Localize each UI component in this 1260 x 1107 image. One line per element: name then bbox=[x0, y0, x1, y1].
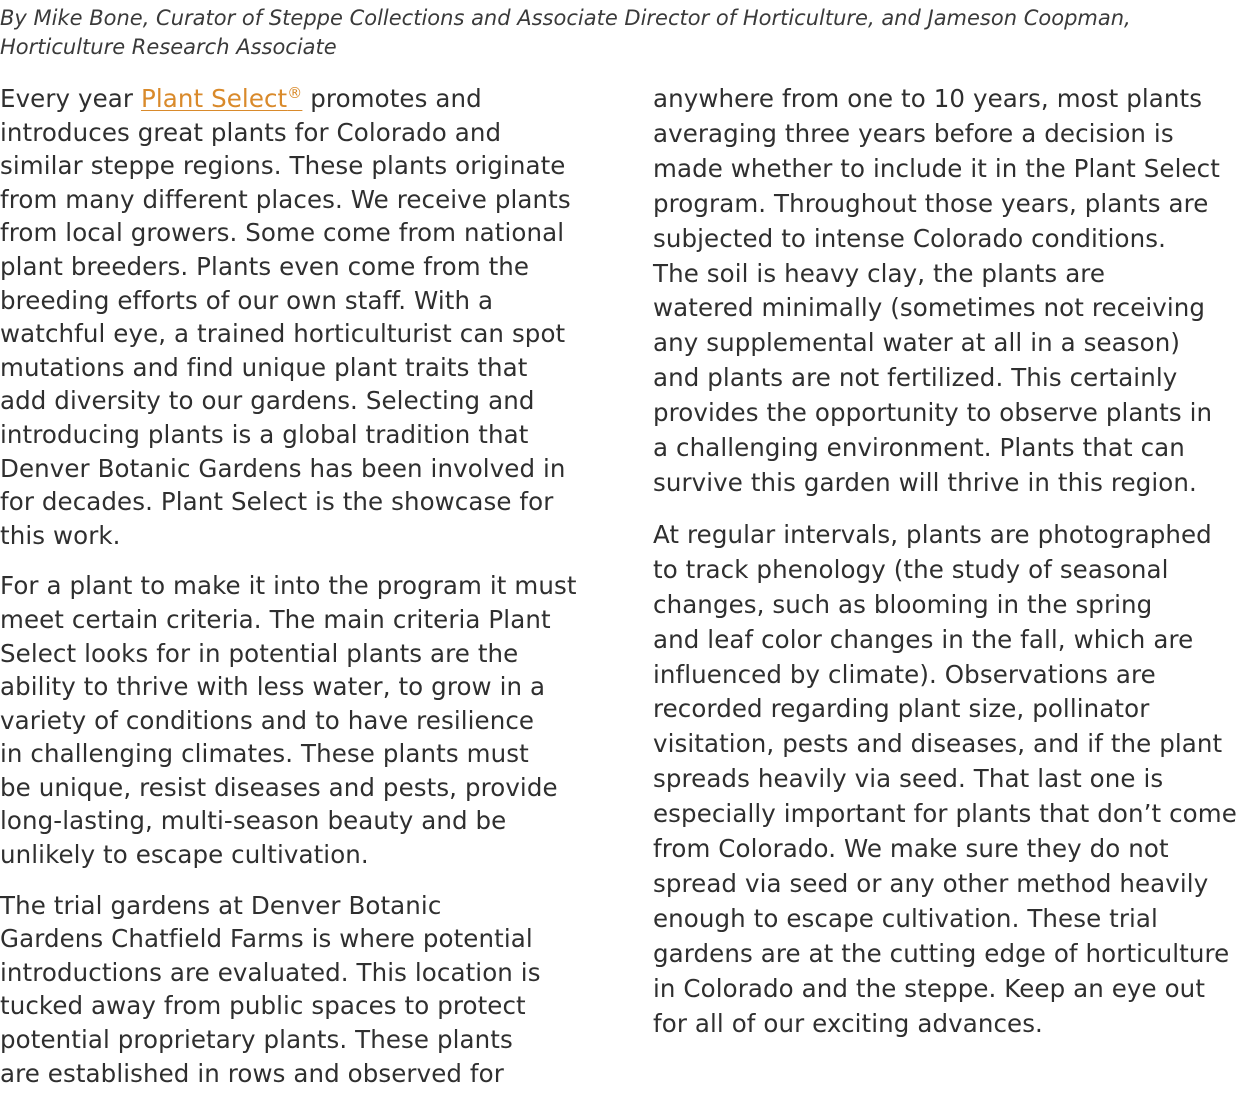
paragraph-intro-prefix: Every year bbox=[0, 84, 141, 113]
plant-select-link[interactable] bbox=[141, 84, 302, 113]
paragraph-intro bbox=[0, 82, 605, 552]
registered-mark: ® bbox=[287, 83, 303, 102]
paragraph-evaluation: anywhere from one to 10 years, most plants averaging three years before a decision is made whether to include it in the Plant Select program. Throughout those years, plants are subjected to intense Colorado conditions. The soil is heavy clay, the plants are watered minimally (sometimes not receiving any supplemental water at all in a season) and plants are not fertilized. This certainly provides the opportunity to observe plants in a challenging environment. Plants that can survive this garden will thrive in this region. bbox=[653, 84, 1220, 497]
article-column-right bbox=[653, 82, 1260, 1058]
article-byline: By Mike Bone, Curator of Steppe Collections and Associate Director of Horticulture, and Jameson Coopman, Horticulture Research Associate bbox=[0, 6, 1131, 59]
paragraph-observations: At regular intervals, plants are photographed to track phenology (the study of seasonal changes, such as blooming in the spring and leaf color changes in the fall, which are influenced by climate). Observations are recorded regarding plant size, pollinator visitation, pests and diseases, and if the plant spreads heavily via seed. That last one is especially important for plants that don’t come from Colorado. We make sure they do not spread via seed or any other method heavily enough to escape cultivation. These trial gardens are at the cutting edge of horticulture in Colorado and the steppe. Keep an eye out for all of our exciting advances. bbox=[653, 519, 1237, 1038]
plant-select-link-text: Plant Select bbox=[140, 84, 288, 113]
article-column-left bbox=[0, 82, 605, 1107]
paragraph-criteria: For a plant to make it into the program it must meet certain criteria. The main criteria Plant Select looks for in potential plants are the ability to thrive with less water, to grow in a variety of conditions and to have resilience in challenging climates. These plants must be unique, resist diseases and pests, provide long-lasting, multi-season beauty and be unlikely to escape cultivation. bbox=[0, 571, 577, 870]
paragraph-intro-rest: promotes and introduces great plants for Colorado and similar steppe regions. These plants originate from many different places. We receive plants from local growers. Some come from national plant breeders. Plants even come from the breeding efforts of our own staff. With a watchful eye, a trained horticulturist can spot mutations and find unique plant traits that add diversity to our gardens. Selecting and introducing plants is a global tradition that Denver Botanic Gardens has been involved in for decades. Plant Select is the showcase for this work. bbox=[0, 84, 571, 550]
paragraph-trial-gardens: The trial gardens at Denver Botanic Gardens Chatfield Farms is where potential introductions are evaluated. This location is tucked away from public spaces to protect potential proprietary plants. These plants are established in rows and observed for bbox=[0, 890, 541, 1088]
